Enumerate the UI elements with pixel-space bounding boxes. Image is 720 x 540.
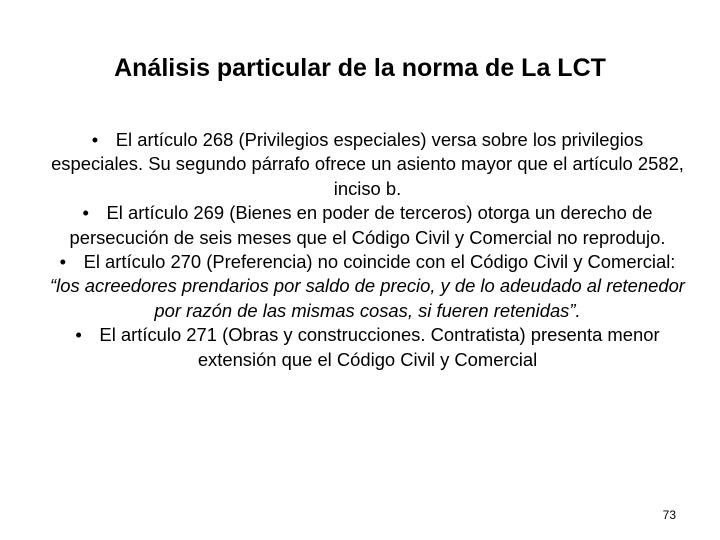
bullet-quote-270: “los acreedores prendarios por saldo de precio, y de lo adeudado al retenedor por razón de las mismas cosas, si fueren retenidas”.	[50, 275, 685, 321]
bullet-icon: •	[91, 129, 99, 150]
slide-body	[50, 128, 685, 372]
bullet-icon: •	[82, 202, 89, 224]
bullet-item-271	[50, 323, 685, 372]
page-number: 73	[662, 508, 676, 522]
bullet-text-270: El artículo 270 (Preferencia) no coincide con el Código Civil y Comercial:	[83, 251, 676, 273]
bullet-icon: •	[75, 324, 82, 346]
bullet-text-271: El artículo 271 (Obras y construcciones. Contratista) presenta menor extensión que el Código Civil y Comercial	[99, 324, 660, 370]
slide-title: Análisis particular de la norma de La LCT	[114, 54, 606, 82]
bullet-icon: •	[59, 251, 67, 273]
bullet-item-268	[50, 128, 685, 201]
bullet-text-268: El artículo 268 (Privilegios especiales) versa sobre los privilegios especiales. Su segundo párrafo ofrece un asiento mayor que el artículo 2582, inciso b.	[51, 129, 684, 199]
bullet-item-269	[50, 201, 685, 250]
bullet-item-270	[50, 250, 685, 323]
bullet-text-269: El artículo 269 (Bienes en poder de terceros) otorga un derecho de persecución de seis meses que el Código Civil y Comercial no reprodujo.	[69, 202, 666, 248]
